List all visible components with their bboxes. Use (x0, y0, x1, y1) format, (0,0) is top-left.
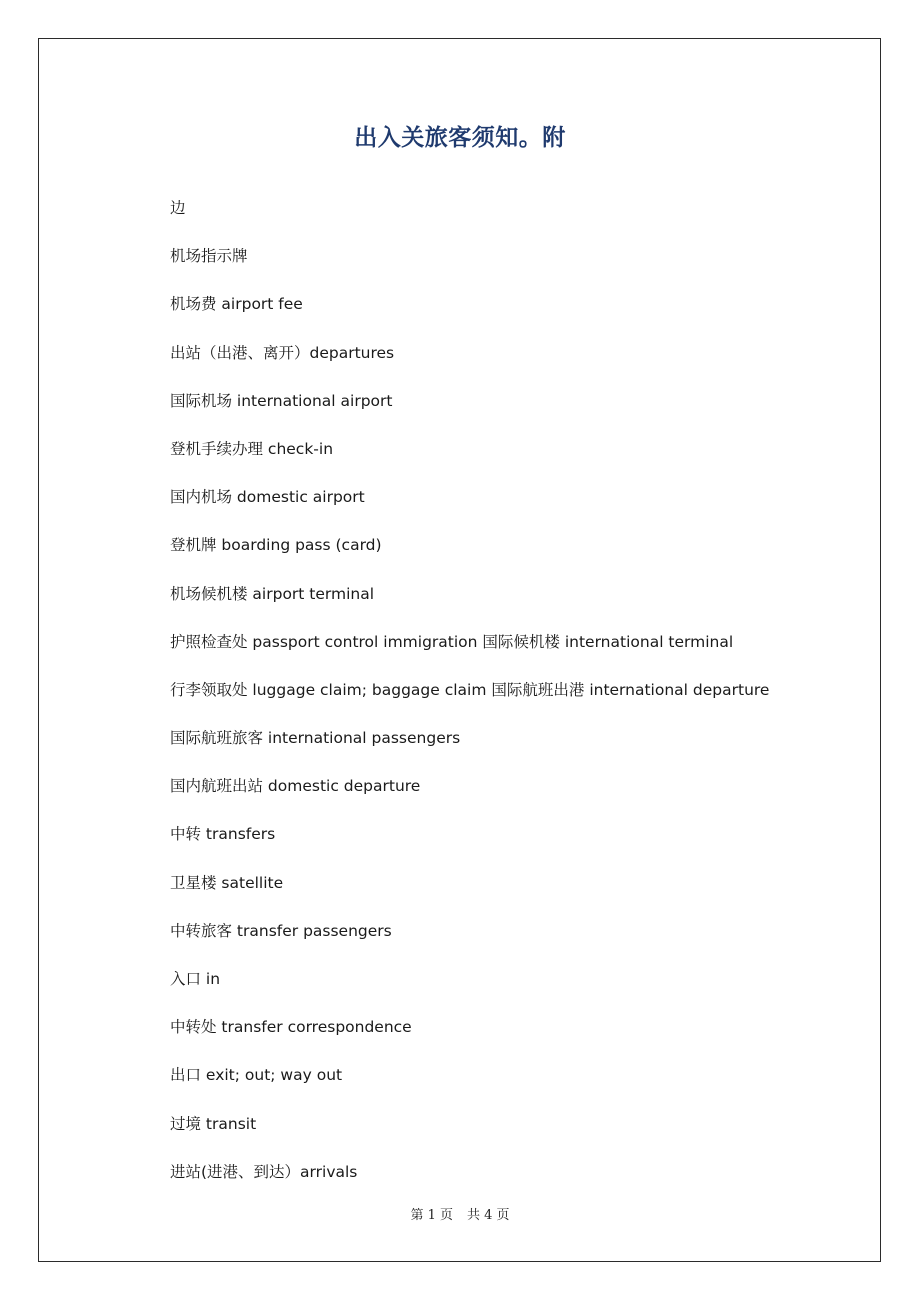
term-line: 机场指示牌 (170, 247, 248, 266)
term-line: 入口 in (170, 970, 221, 988)
page-number: 第 1 页 (410, 1208, 453, 1223)
term-line: 中转处 transfer correspondence (170, 1018, 412, 1037)
document-title: 出入关旅客须知。附 (354, 125, 566, 151)
term-line: 登机牌 boarding pass (card) (170, 536, 382, 555)
term-line: 国内机场 domestic airport (170, 488, 365, 507)
term-line: 机场候机楼 airport terminal (170, 584, 375, 603)
term-line: 卫星楼 satellite (170, 873, 284, 892)
term-line: 机场费 airport fee (170, 295, 303, 314)
term-line: 护照检查处 passport control immigration 国际候机楼 international terminal (170, 632, 734, 651)
term-line: 国际航班旅客 international passengers (170, 729, 461, 748)
term-line: 进站(进港、到达）arrivals (170, 1162, 358, 1181)
term-line: 行李领取处 luggage claim; baggage claim 国际航班出港 international departure (170, 680, 770, 699)
term-line: 过境 transit (170, 1114, 257, 1133)
term-line: 边 (170, 199, 186, 217)
page-total: 共 4 页 (467, 1208, 510, 1223)
term-list (170, 196, 860, 1208)
term-line: 中转 transfers (170, 825, 276, 844)
term-line: 出口 exit; out; way out (170, 1066, 343, 1085)
term-line: 出站（出港、离开）departures (170, 343, 395, 362)
term-line: 国内航班出站 domestic departure (170, 777, 421, 796)
term-line: 国际机场 international airport (170, 391, 393, 410)
page-footer (0, 1206, 920, 1226)
term-line: 登机手续办理 check-in (170, 439, 334, 458)
term-line: 中转旅客 transfer passengers (170, 921, 392, 940)
